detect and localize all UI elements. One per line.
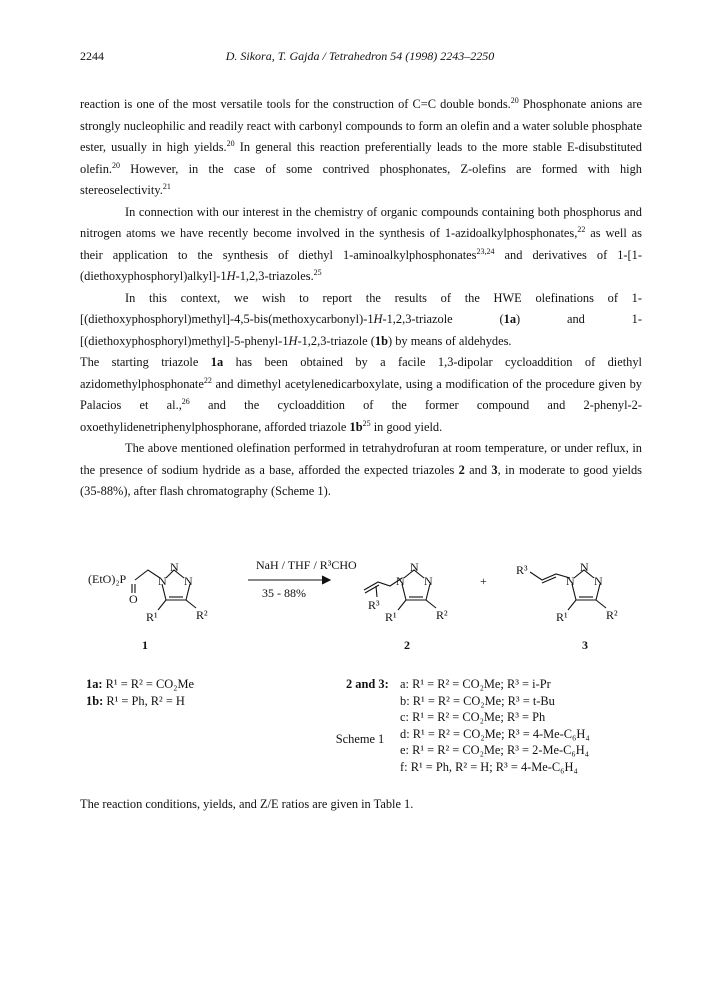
r2-label-2: R²: [436, 608, 448, 622]
article-body: [80, 94, 642, 503]
r3-label-3: R³: [516, 563, 528, 577]
n1-label-2: N: [396, 574, 405, 588]
compound-2-number: 2: [404, 638, 410, 652]
def-a: a: R¹ = R² = CO₂Me; R³ = i-Pr: [400, 677, 551, 691]
oxygen-label: O: [129, 592, 138, 606]
compound-3-number: 3: [582, 638, 588, 652]
n2-label-2: N: [410, 560, 419, 574]
def-f: f: R¹ = Ph, R² = H; R³ = 4-Me-C₆H₄: [400, 759, 578, 774]
n1-label-1: N: [158, 574, 167, 588]
paragraph-3: In this context, we wish to report the results of the HWE olefinations of 1-[(diethoxyphosphoryl)methyl]-4,5-bis(methoxycarbonyl)-1H-1,2,3-triazole (1a) and 1-[(diethoxyphosphoryl)methyl]-5-phenyl-1H-1,2,3-triazole (1b) by means of aldehydes.: [80, 290, 642, 348]
phosphonate-label: (EtO)₂P: [88, 572, 127, 586]
plus-sign: +: [480, 574, 487, 588]
yield-label: 35 - 88%: [262, 586, 306, 600]
def-1b: 1b: R¹ = Ph, R² = H: [86, 693, 185, 708]
n3-label-2: N: [424, 574, 433, 588]
r1-label-3: R¹: [556, 610, 568, 624]
n2-label-3: N: [580, 560, 589, 574]
def-d: d: R¹ = R² = CO₂Me; R³ = 4-Me-C₆H₄: [400, 726, 590, 741]
running-title: D. Sikora, T. Gajda / Tetrahedron 54 (1998) 2243–2250: [225, 49, 495, 63]
n1-label-3: N: [566, 574, 575, 588]
n3-label-1: N: [184, 574, 193, 588]
reaction-scheme-drawing: [80, 548, 640, 643]
page-number: 2244: [80, 49, 104, 63]
n3-label-3: N: [594, 574, 603, 588]
r2-label-3: R²: [606, 608, 618, 622]
compound-1-number: 1: [142, 638, 148, 652]
paragraph-2: In connection with our interest in the chemistry of organic compounds containing both phosphorus and nitrogen atoms we have recently become involved in the synthesis of 1-azidoalkylphosphonates,$^{22}$ as well as their application to the synthesis of diethyl 1-aminoalkylphosphonates$^{23,24}$ and derivatives of 1-[1-(diethoxyphosphoryl)alkyl]-1H-1,2,3-triazoles.$^{25}$: [80, 204, 642, 283]
r2-label-1: R²: [196, 608, 208, 622]
reagents-label: NaH / THF / R³CHO: [256, 558, 357, 572]
n2-label-1: N: [170, 560, 179, 574]
defs-heading: 2 and 3:: [346, 677, 389, 691]
page-header: [80, 49, 640, 65]
paragraph-1: reaction is one of the most versatile tools for the construction of C=C double bonds.$^{20}$ Phosphonate anions are strongly nucleophilic and readily react with carbonyl compounds to form an olefin and a water soluble phosphate ester, usually in high yields.$^{20}$ In general this reaction preferentially leads to the more stable E-disubstituted olefin.$^{20}$ However, in the case of some contrived phosphonates, Z-olefins are formed with high stereoselectivity.$^{21}$: [80, 96, 642, 197]
compound-1-definitions: [86, 676, 194, 709]
def-1a: 1a: R¹ = R² = CO₂Me: [86, 677, 195, 691]
def-c: c: R¹ = R² = CO₂Me; R³ = Ph: [400, 710, 546, 724]
paragraph-4: The starting triazole 1a has been obtained by a facile 1,3-dipolar cycloaddition of diethyl azidomethylphosphonate$^{22}$ and dimethyl acetylenedicarboxylate, using a modification of the procedure given by Palacios et al.,$^{26}$ and the cycloaddition of the former compound and 2-phenyl-2-oxoethylidenetriphenylphosphorane, afforded triazole $1b^{25}$ in good yield.: [80, 355, 642, 434]
r1-label-2: R¹: [385, 610, 397, 624]
r3-label-2: R³: [368, 598, 380, 612]
def-e: e: R¹ = R² = CO₂Me; R³ = 2-Me-C₆H₄: [400, 743, 589, 757]
paragraph-6: The reaction conditions, yields, and Z/E ratios are given in Table 1.: [80, 797, 414, 811]
paragraph-5: The above mentioned olefination performed in tetrahydrofuran at room temperature, or under reflux, in the presence of sodium hydride as a base, afforded the expected triazoles 2 and 3, in moderate to good yields (35-88%), after flash chromatography (Scheme 1).: [80, 441, 642, 498]
def-b: b: R¹ = R² = CO₂Me; R³ = t-Bu: [400, 693, 555, 708]
ch2-bond: [135, 570, 160, 580]
scheme-caption: Scheme 1: [335, 732, 385, 746]
r1-label-1: R¹: [146, 610, 158, 624]
